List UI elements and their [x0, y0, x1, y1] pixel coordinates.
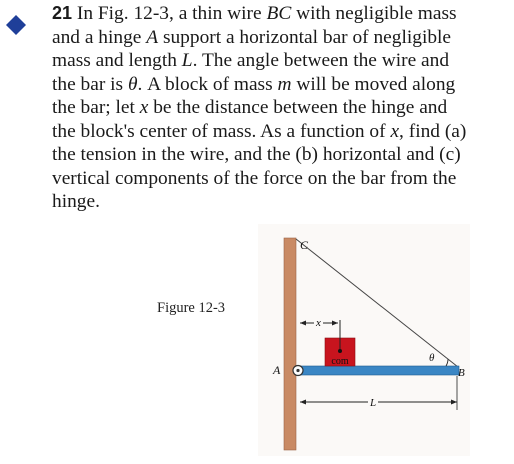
problem-text: and a hinge — [52, 26, 147, 48]
com-label: com — [331, 356, 349, 367]
problem-variable: x — [390, 120, 400, 142]
problem-line — [52, 143, 504, 167]
problem-line — [52, 167, 504, 191]
wall — [284, 238, 296, 450]
problem-statement — [52, 2, 504, 214]
problem-text: mass and length — [52, 50, 182, 71]
bullet-diamond-icon — [6, 15, 26, 35]
problem-text: the block's center of mass. As a function of — [52, 120, 391, 142]
problem-text: hinge. — [52, 191, 100, 212]
problem-line — [52, 49, 504, 73]
problem-variable: x — [139, 97, 149, 118]
x-label: x — [316, 317, 321, 329]
problem-line — [52, 73, 504, 97]
problem-text: . The angle between the wire and — [192, 50, 450, 71]
problem-text: . A block of mass — [137, 73, 278, 95]
problem-text: , find (a) — [399, 120, 467, 142]
figure-caption: Figure 12-3 — [157, 300, 226, 316]
problem-variable: BC — [266, 3, 292, 24]
problem-line — [52, 120, 504, 144]
problem-text: the bar; let — [52, 97, 140, 118]
problem-text: be the distance between the hinge and — [148, 97, 448, 118]
com-dot — [338, 349, 342, 353]
hinge-pin — [296, 369, 299, 372]
problem-line — [52, 2, 504, 26]
problem-variable: m — [277, 73, 292, 95]
theta-label: θ — [429, 352, 435, 364]
label-c: C — [300, 238, 309, 252]
label-b: B — [458, 367, 465, 379]
problem-text: the bar is — [52, 73, 128, 95]
problem-line-text — [77, 3, 457, 24]
figure-12-3 — [258, 224, 470, 456]
problem-text: will be moved along — [291, 73, 456, 95]
problem-variable: L — [181, 50, 193, 71]
l-label: L — [369, 397, 377, 409]
problem-line — [52, 26, 504, 50]
hinge-wire-diagram — [258, 224, 470, 456]
horizontal-bar — [298, 366, 459, 375]
problem-text: vertical components of the force on the bar from the — [52, 167, 457, 189]
problem-text: the tension in the wire, and the (b) horizontal and (c) — [52, 144, 461, 165]
problem-variable: A — [146, 26, 159, 48]
problem-line — [52, 96, 504, 120]
problem-line — [52, 190, 504, 214]
label-a: A — [273, 363, 281, 377]
problem-number: 21 — [52, 3, 73, 23]
problem-text: support a horizontal bar of negligible — [158, 26, 452, 48]
problem-text: In Fig. 12-3, a thin wire — [76, 3, 267, 24]
problem-text: with negligible mass — [291, 3, 457, 24]
problem-variable: θ — [127, 73, 138, 95]
